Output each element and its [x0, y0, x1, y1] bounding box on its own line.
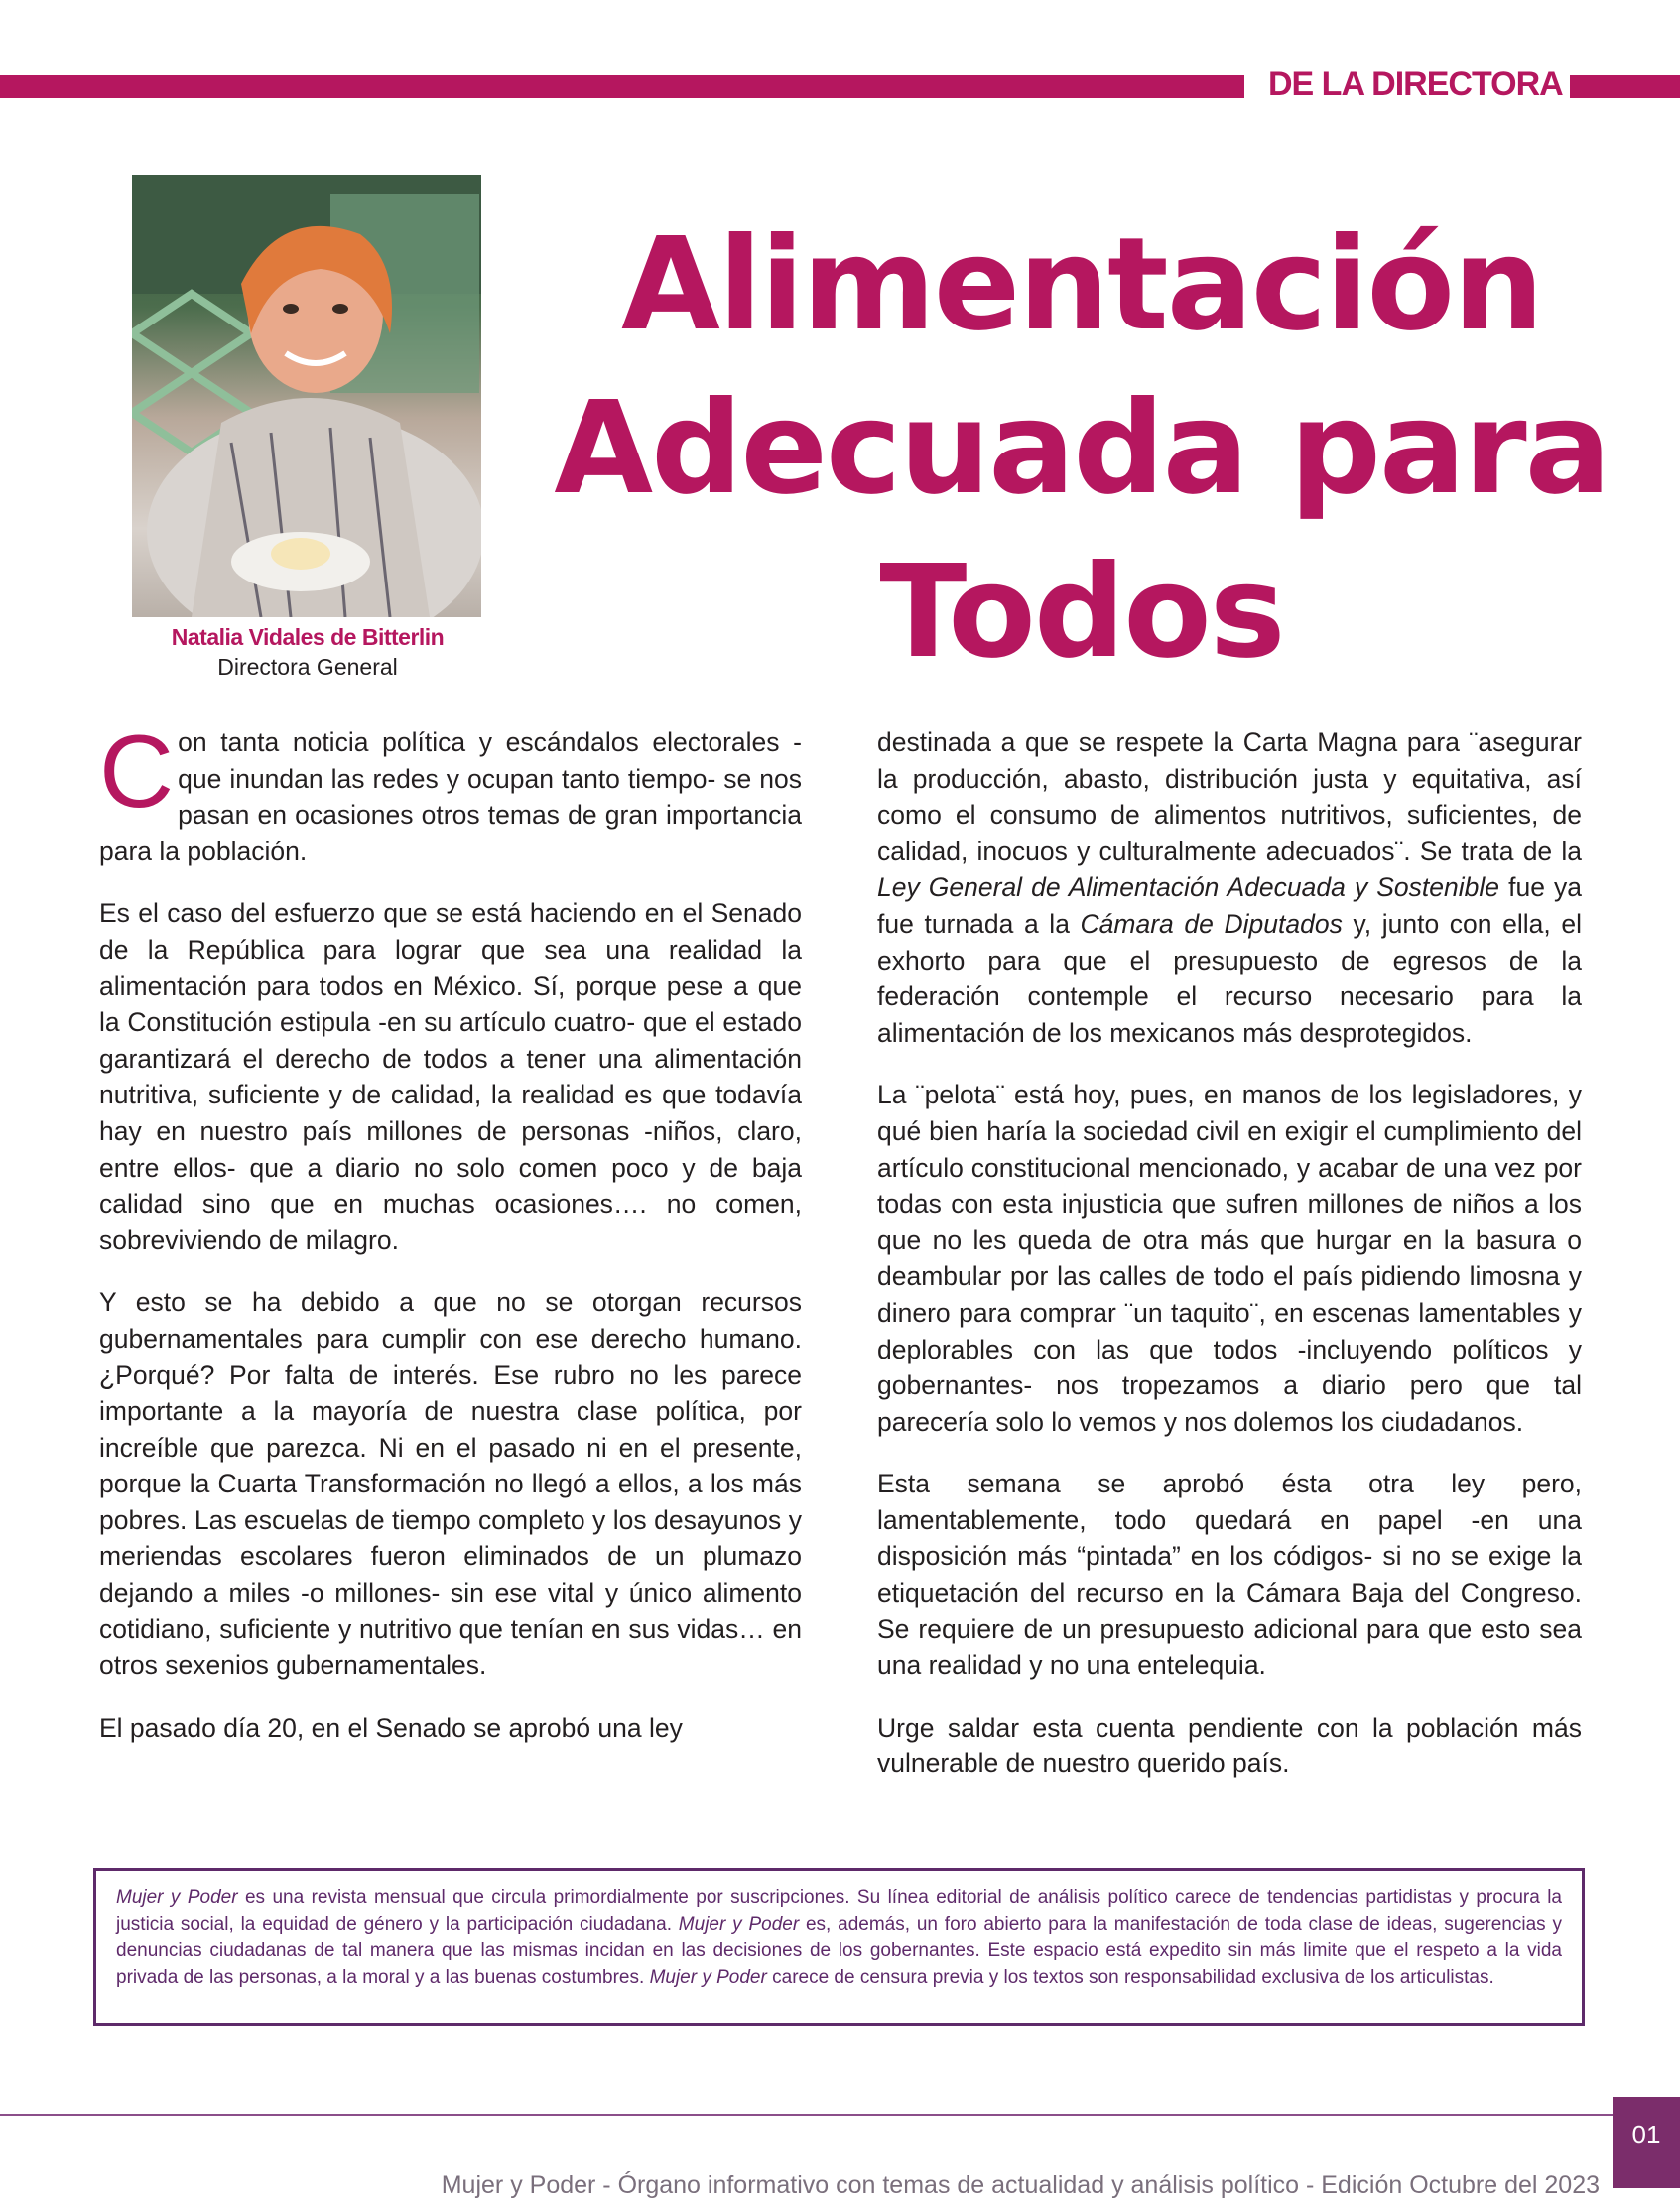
header-rule-right [1570, 75, 1680, 98]
magazine-name: Mujer y Poder [649, 1966, 767, 1988]
page-number: 01 [1631, 2120, 1661, 2149]
article-paragraph [877, 724, 1582, 1051]
article-paragraph: La ¨pelota¨ está hoy, pues, en manos de los legisladores, y qué bien haría la sociedad civil en exigir el cumplimiento del artículo constitucional mencionado, y acabar de una vez por todas con esta injusticia que sufren millones de niños a los que no les queda de otra más que hurgar en la basura o deambular por las calles de todo el país pidiendo limosna y dinero para comprar ¨un taquito¨, en escenas lamentables y deplorables con las que todos -incluyendo políticos y gobernantes- nos tropezamos a diario pero que tal parecería solo lo vemos y nos dolemos los ciudadanos. [877, 1080, 1582, 1437]
article-paragraph: Esta semana se aprobó ésta otra ley pero, lamentablemente, todo quedará en papel -en una disposición más “pintada” en los códigos- si no se exige la etiquetación del recurso en la Cámara Baja del Congreso. Se requiere de un presupuesto adicional para que esto sea una realidad y no una entelequia. [877, 1469, 1582, 1681]
drop-cap: C [99, 714, 175, 830]
title-line: Adecuada para [554, 374, 1610, 523]
article-title [516, 203, 1647, 695]
title-line: Todos [879, 538, 1284, 687]
article-paragraph [99, 714, 802, 869]
article-column-left [99, 714, 802, 1771]
paragraph-text: destinada a que se respete la Carta Magna para ¨asegurar la producción, abasto, distribución justa y equitativa, así como el consumo de alimentos nutritivos, suficientes, de calidad, inocuos y culturalmente adecuados¨. Se trata de la [877, 727, 1582, 866]
article-paragraph: El pasado día 20, en el Senado se aprobó una ley [99, 1712, 683, 1743]
disclaimer-text: es una revista mensual que circula primordialmente por suscripciones. Su línea editorial de análisis político carece de tendencias partidistas y procura la justicia social, la equidad de género y la participación ciudadana. [116, 1887, 1562, 1935]
disclaimer-text: carece de censura previa y los textos son responsabilidad exclusiva de los articulistas. [766, 1966, 1494, 1988]
chamber-name: Cámara de Diputados [1080, 908, 1343, 939]
paragraph-text: y, junto con ella, el exhorto para que el presupuesto de egresos de la federación contemple el recurso necesario para la alimentación de los mexicanos más desprotegidos. [877, 908, 1583, 1048]
article-paragraph: Urge saldar esta cuenta pendiente con la población más vulnerable de nuestro querido país. [877, 1712, 1582, 1779]
article-paragraph: Es el caso del esfuerzo que se está haciendo en el Senado de la República para lograr que sea una realidad la alimentación para todos en México. Sí, porque pese a que la Constitución estipula -en su artículo cuatro- que el estado garantizará el derecho de todos a tener una alimentación nutritiva, suficiente y de calidad, la realidad es que todavía hay en nuestro país millones de personas -niños, claro, entre ellos- que a diario no solo comen poco y de baja calidad sino que en muchas ocasiones…. no comen, sobreviviendo de milagro. [99, 898, 802, 1255]
author-role: Directora General [217, 654, 398, 680]
magazine-name: Mujer y Poder [678, 1913, 800, 1935]
section-label: DE LA DIRECTORA [1268, 65, 1563, 103]
author-name: Natalia Vidales de Bitterlin [171, 624, 445, 650]
law-name: Ley General de Alimentación Adecuada y Sostenible [877, 872, 1500, 903]
footer-text: Mujer y Poder - Órgano informativo con temas de actualidad y análisis político - Edición Octubre del 2023 [441, 2171, 1600, 2199]
magazine-name: Mujer y Poder [116, 1887, 238, 1908]
article-paragraph: Y esto se ha debido a que no se otorgan recursos gubernamentales para cumplir con ese derecho humano. ¿Porqué? Por falta de interés. Ese rubro no les parece importante a la mayoría de nuestra clase política, por increíble que parezca. Ni en el pasado ni en el presente, porque la Cuarta Transformación no llegó a ellos, a los más pobres. Las escuelas de tiempo completo y los desayunos y meriendas escolares fueron eliminados de un plumazo dejando a miles -o millones- sin ese vital y único alimento cotidiano, suficiente y nutritivo que tenían en sus vidas… en otros sexenios gubernamentales. [99, 1287, 802, 1681]
paragraph-text: on tanta noticia política y escándalos electorales -que inundan las redes y ocupan tanto tiempo- se nos pasan en ocasiones otros temas de gran importancia para la población. [99, 727, 802, 866]
author-portrait-icon [132, 175, 481, 617]
footer-rule [0, 2114, 1613, 2116]
paragraph-text: fue ya fue turnada a la [877, 872, 1582, 939]
author-photo [132, 175, 481, 617]
header-rule-left [0, 75, 1244, 98]
article-column-right [877, 724, 1582, 1808]
disclaimer-text: es, además, un foro abierto para la manifestación de toda clase de ideas, sugerencias y denuncias ciudadanas de tal manera que las mismas incidan en las decisiones de los gobernantes. Este espacio está expedito sin más limite que el respeto a la vida privada de las personas, a la moral y a las buenas costumbres. [116, 1913, 1562, 1988]
disclaimer-box [93, 1868, 1585, 2026]
title-line: Alimentación [621, 210, 1542, 359]
